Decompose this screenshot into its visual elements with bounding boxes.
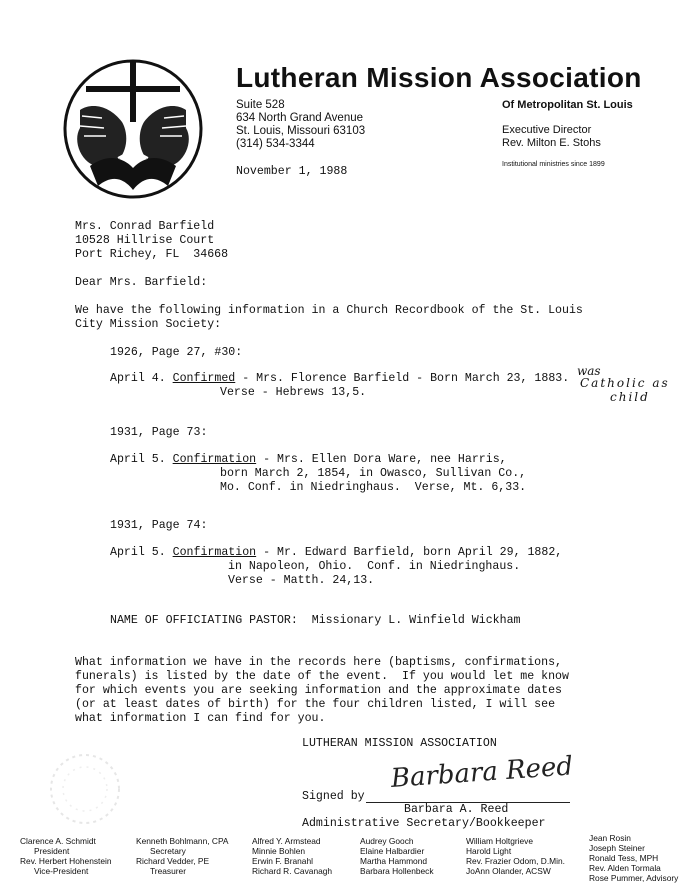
board-member: Barbara Hollenbeck xyxy=(360,866,434,876)
board-member: Minnie Bohlen xyxy=(252,846,306,856)
record-type: Confirmed xyxy=(172,372,236,385)
record-type: Confirmation xyxy=(172,546,257,559)
record-entry xyxy=(110,372,569,386)
organization-name: Lutheran Mission Association xyxy=(236,62,642,93)
board-role: President xyxy=(34,846,70,856)
salutation: Dear Mrs. Barfield: xyxy=(75,276,208,289)
board-member: Richard R. Cavanagh xyxy=(252,866,333,876)
record-reference: 1931, Page 73: xyxy=(110,426,208,439)
board-member: Clarence A. Schmidt xyxy=(20,836,96,846)
metro-subtitle: Of Metropolitan St. Louis xyxy=(502,99,633,111)
board-member: Harold Light xyxy=(466,846,512,856)
record-date: April 4. xyxy=(110,372,166,385)
board-member: Rev. Frazier Odom, D.Min. xyxy=(466,856,565,866)
footer-column xyxy=(136,836,229,876)
record-detail: - Mr. Edward Barfield, born April 29, 1882, xyxy=(256,546,563,559)
handwritten-note: was xyxy=(577,364,601,378)
signoff-organization: LUTHERAN MISSION ASSOCIATION xyxy=(302,737,497,750)
record-reference: 1931, Page 74: xyxy=(110,519,208,532)
record-detail: - Mrs. Florence Barfield - Born March 23, 1883. xyxy=(235,372,570,385)
board-member: Joseph Steiner xyxy=(589,843,645,853)
signer-title: Administrative Secretary/Bookkeeper xyxy=(302,817,546,830)
address-line: St. Louis, Missouri 63103 xyxy=(236,125,366,137)
closing-line: what information I can find for you. xyxy=(75,712,326,725)
recipient-line: 10528 Hillrise Court xyxy=(75,234,215,247)
recipient-line: Port Richey, FL 34668 xyxy=(75,248,229,261)
board-member: Erwin F. Branahl xyxy=(252,856,313,866)
handwritten-note: child xyxy=(610,390,650,404)
intro-line: We have the following information in a Church Recordbook of the St. Louis xyxy=(75,304,583,317)
record-detail: Verse - Hebrews 13,5. xyxy=(220,386,367,399)
footer-column xyxy=(252,836,332,876)
board-members-footer xyxy=(20,833,688,886)
director-name: Rev. Milton E. Stohs xyxy=(502,137,601,149)
letter-date: November 1, 1988 xyxy=(236,165,348,178)
closing-line: for which events you are seeking information and the approximate dates xyxy=(75,684,563,697)
closing-line: (or at least dates of birth) for the four children listed, I will see xyxy=(75,698,556,711)
intro-line: City Mission Society: xyxy=(75,318,222,331)
board-member: William Holtgrieve xyxy=(466,836,534,846)
board-role: Vice-President xyxy=(34,866,89,876)
handwritten-note: Catholic as xyxy=(580,376,670,390)
board-role: Treasurer xyxy=(150,866,186,876)
signature: Barbara Reed xyxy=(389,751,574,794)
board-member: Rev. Herbert Hohenstein xyxy=(20,856,112,866)
closing-line: funerals) is listed by the date of the event. If you would let me know xyxy=(75,670,569,683)
footer-column xyxy=(360,836,434,876)
record-detail: - Mrs. Ellen Dora Ware, nee Harris, xyxy=(256,453,507,466)
board-member: JoAnn Olander, ACSW xyxy=(466,866,551,876)
record-entry xyxy=(110,546,562,560)
footer-column xyxy=(589,833,678,883)
association-logo xyxy=(58,58,208,200)
board-member: Audrey Gooch xyxy=(360,836,414,846)
established-note: Institutional ministries since 1899 xyxy=(502,161,605,168)
board-member: Rose Pummer, Advisory xyxy=(589,873,679,883)
board-member: Martha Hammond xyxy=(360,856,428,866)
signed-by-label: Signed by xyxy=(302,790,365,803)
record-detail: born March 2, 1854, in Owasco, Sullivan Co., xyxy=(220,467,527,480)
board-member: Elaine Halbardier xyxy=(360,846,425,856)
board-member: Jean Rosin xyxy=(589,833,631,843)
record-type: Confirmation xyxy=(172,453,257,466)
board-member: Alfred Y. Armstead xyxy=(252,836,321,846)
board-member: Rev. Alden Tormala xyxy=(589,863,661,873)
record-date: April 5. xyxy=(110,453,166,466)
footer-column xyxy=(466,836,565,876)
record-entry xyxy=(110,453,507,467)
signer-name: Barbara A. Reed xyxy=(404,803,509,816)
record-reference: 1926, Page 27, #30: xyxy=(110,346,243,359)
board-member: Ronald Tess, MPH xyxy=(589,853,659,863)
phone-number: (314) 534-3344 xyxy=(236,138,315,150)
recipient-line: Mrs. Conrad Barfield xyxy=(75,220,215,233)
record-date: April 5. xyxy=(110,546,166,559)
faint-seal xyxy=(30,745,140,830)
address-line: 634 North Grand Avenue xyxy=(236,112,364,124)
address-line: Suite 528 xyxy=(236,99,285,111)
record-detail: Verse - Matth. 24,13. xyxy=(228,574,375,587)
director-title: Executive Director xyxy=(502,124,592,136)
record-detail: in Napoleon, Ohio. Conf. in Niedringhaus. xyxy=(228,560,521,573)
footer-column xyxy=(20,836,112,876)
board-member: Kenneth Bohlmann, CPA xyxy=(136,836,229,846)
board-member: Richard Vedder, PE xyxy=(136,856,210,866)
board-role: Secretary xyxy=(150,846,186,856)
officiating-pastor: NAME OF OFFICIATING PASTOR: Missionary L. Winfield Wickham xyxy=(110,614,521,627)
record-detail: Mo. Conf. in Niedringhaus. Verse, Mt. 6,33. xyxy=(220,481,527,494)
closing-line: What information we have in the records here (baptisms, confirmations, xyxy=(75,656,563,669)
